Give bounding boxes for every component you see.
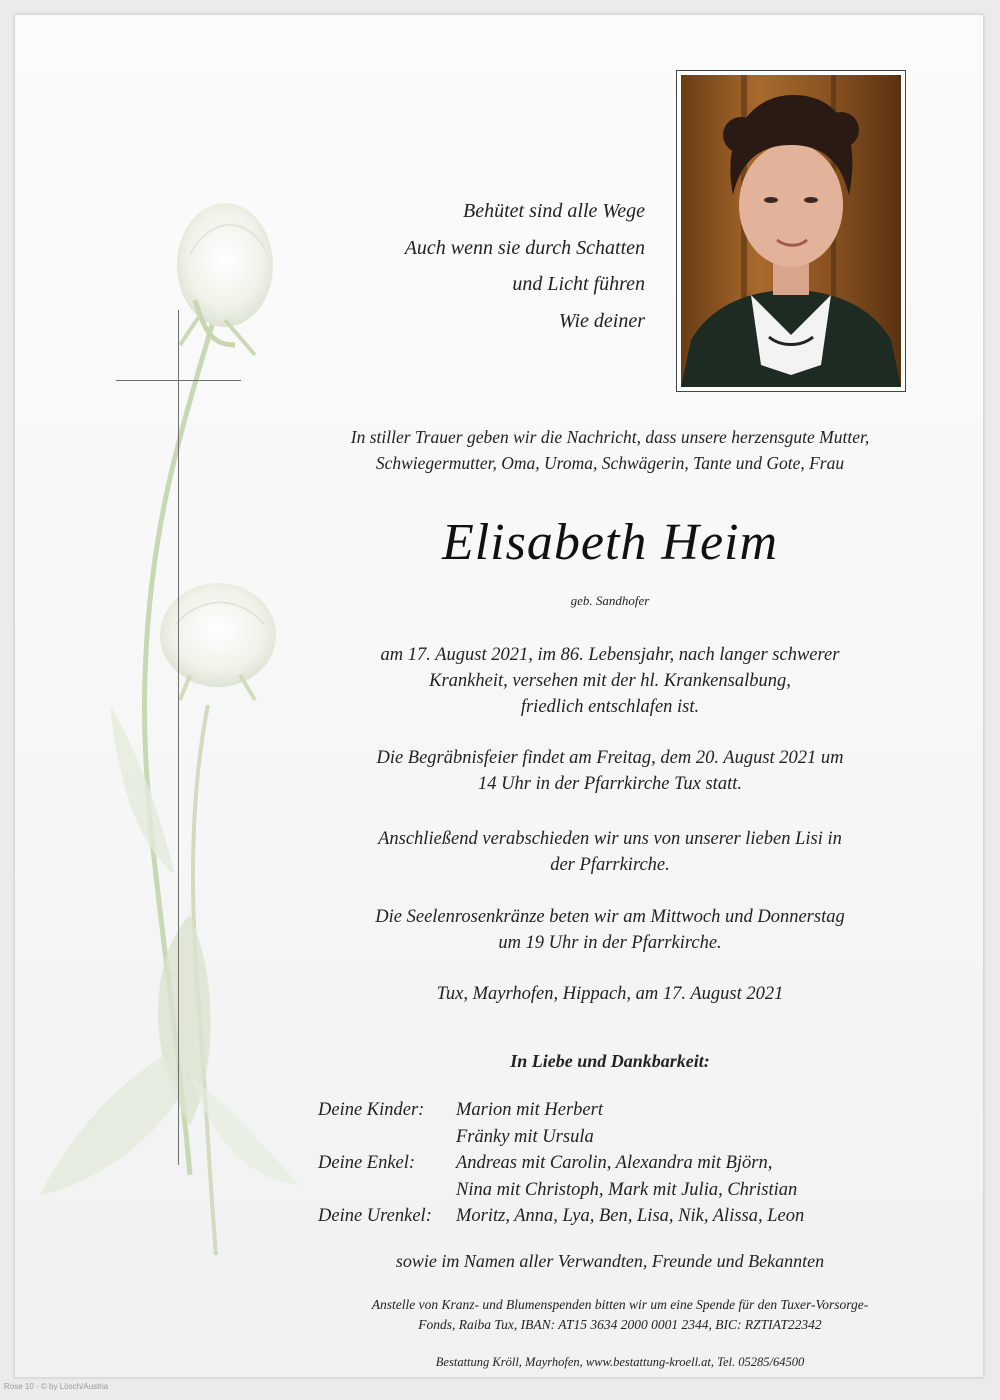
undertaker-info: Bestattung Kröll, Mayrhofen, www.bestattung-kroell.at, Tel. 05285/64500 bbox=[435, 1355, 805, 1369]
intro-line: In stiller Trauer geben wir die Nachricht, dass unsere herzensgute Mutter, bbox=[350, 427, 870, 447]
poem bbox=[340, 193, 645, 339]
paragraph-line: 14 Uhr in der Pfarrkirche Tux statt. bbox=[478, 774, 742, 794]
family-names: Nina mit Christoph, Mark mit Julia, Christian bbox=[456, 1179, 798, 1200]
family-list bbox=[318, 1097, 938, 1230]
poem-line: Behütet sind alle Wege bbox=[463, 200, 645, 222]
death-notice-paragraph bbox=[300, 642, 920, 720]
family-label: Deine Kinder: bbox=[318, 1100, 425, 1120]
family-names: Marion mit Herbert bbox=[456, 1100, 603, 1120]
paragraph-line: friedlich entschlafen ist. bbox=[520, 697, 700, 717]
poem-line: und Licht führen bbox=[512, 273, 645, 295]
farewell-paragraph bbox=[300, 826, 920, 878]
paragraph-line: Krankheit, versehen mit der hl. Krankensalbung, bbox=[429, 671, 791, 691]
paragraph-line: am 17. August 2021, im 86. Lebensjahr, nach langer schwerer bbox=[380, 645, 840, 665]
relatives-line: sowie im Namen aller Verwandten, Freunde und Bekannten bbox=[395, 1251, 825, 1271]
thanks-heading: In Liebe und Dankbarkeit: bbox=[510, 1051, 710, 1071]
cross-horizontal-line bbox=[116, 380, 241, 381]
maiden-name: geb. Sandhofer bbox=[570, 593, 650, 608]
family-names: Moritz, Anna, Lya, Ben, Lisa, Nik, Alissa, Leon bbox=[456, 1206, 805, 1226]
place-and-date: Tux, Mayrhofen, Hippach, am 17. August 2021 bbox=[436, 984, 784, 1004]
portrait-photo-frame bbox=[676, 70, 906, 392]
rosary-paragraph bbox=[300, 904, 920, 956]
family-row-great-grandchildren bbox=[318, 1203, 938, 1230]
family-names: Fränky mit Ursula bbox=[456, 1126, 594, 1147]
donation-line: Fonds, Raiba Tux, IBAN: AT15 3634 2000 0001 2344, BIC: RZTIAT22342 bbox=[418, 1317, 822, 1332]
portrait-photo bbox=[681, 75, 901, 387]
family-label: Deine Enkel: bbox=[318, 1153, 416, 1173]
intro-line: Schwiegermutter, Oma, Uroma, Schwägerin, Tante und Gote, Frau bbox=[375, 453, 845, 473]
poem-line: Auch wenn sie durch Schatten bbox=[404, 236, 645, 259]
donation-line: Anstelle von Kranz- und Blumenspenden bitten wir um eine Spende für den Tuxer-Vorsorge- bbox=[371, 1297, 869, 1312]
cross-vertical-line bbox=[178, 310, 179, 1165]
paragraph-line: der Pfarrkirche. bbox=[550, 855, 670, 875]
intro-text bbox=[300, 424, 920, 476]
poem-line: Wie deiner bbox=[558, 309, 645, 332]
funeral-paragraph bbox=[300, 745, 920, 797]
deceased-name: Elisabeth Heim bbox=[441, 514, 779, 571]
family-label: Deine Urenkel: bbox=[318, 1206, 432, 1226]
paragraph-line: Die Begräbnisfeier findet am Freitag, dem 20. August 2021 um bbox=[376, 748, 844, 768]
paragraph-line: um 19 Uhr in der Pfarrkirche. bbox=[498, 933, 722, 953]
family-names: Andreas mit Carolin, Alexandra mit Björn, bbox=[456, 1153, 773, 1173]
template-credit: Rose 10 - © by Lösch/Austria bbox=[4, 1382, 109, 1391]
donation-note bbox=[320, 1295, 920, 1335]
paragraph-line: Die Seelenrosenkränze beten wir am Mittwoch und Donnerstag bbox=[375, 907, 845, 927]
family-row-grandchildren bbox=[318, 1150, 938, 1203]
family-row-children bbox=[318, 1097, 938, 1150]
white-roses-illustration bbox=[40, 195, 300, 1275]
paragraph-line: Anschließend verabschieden wir uns von unserer lieben Lisi in bbox=[378, 829, 842, 849]
